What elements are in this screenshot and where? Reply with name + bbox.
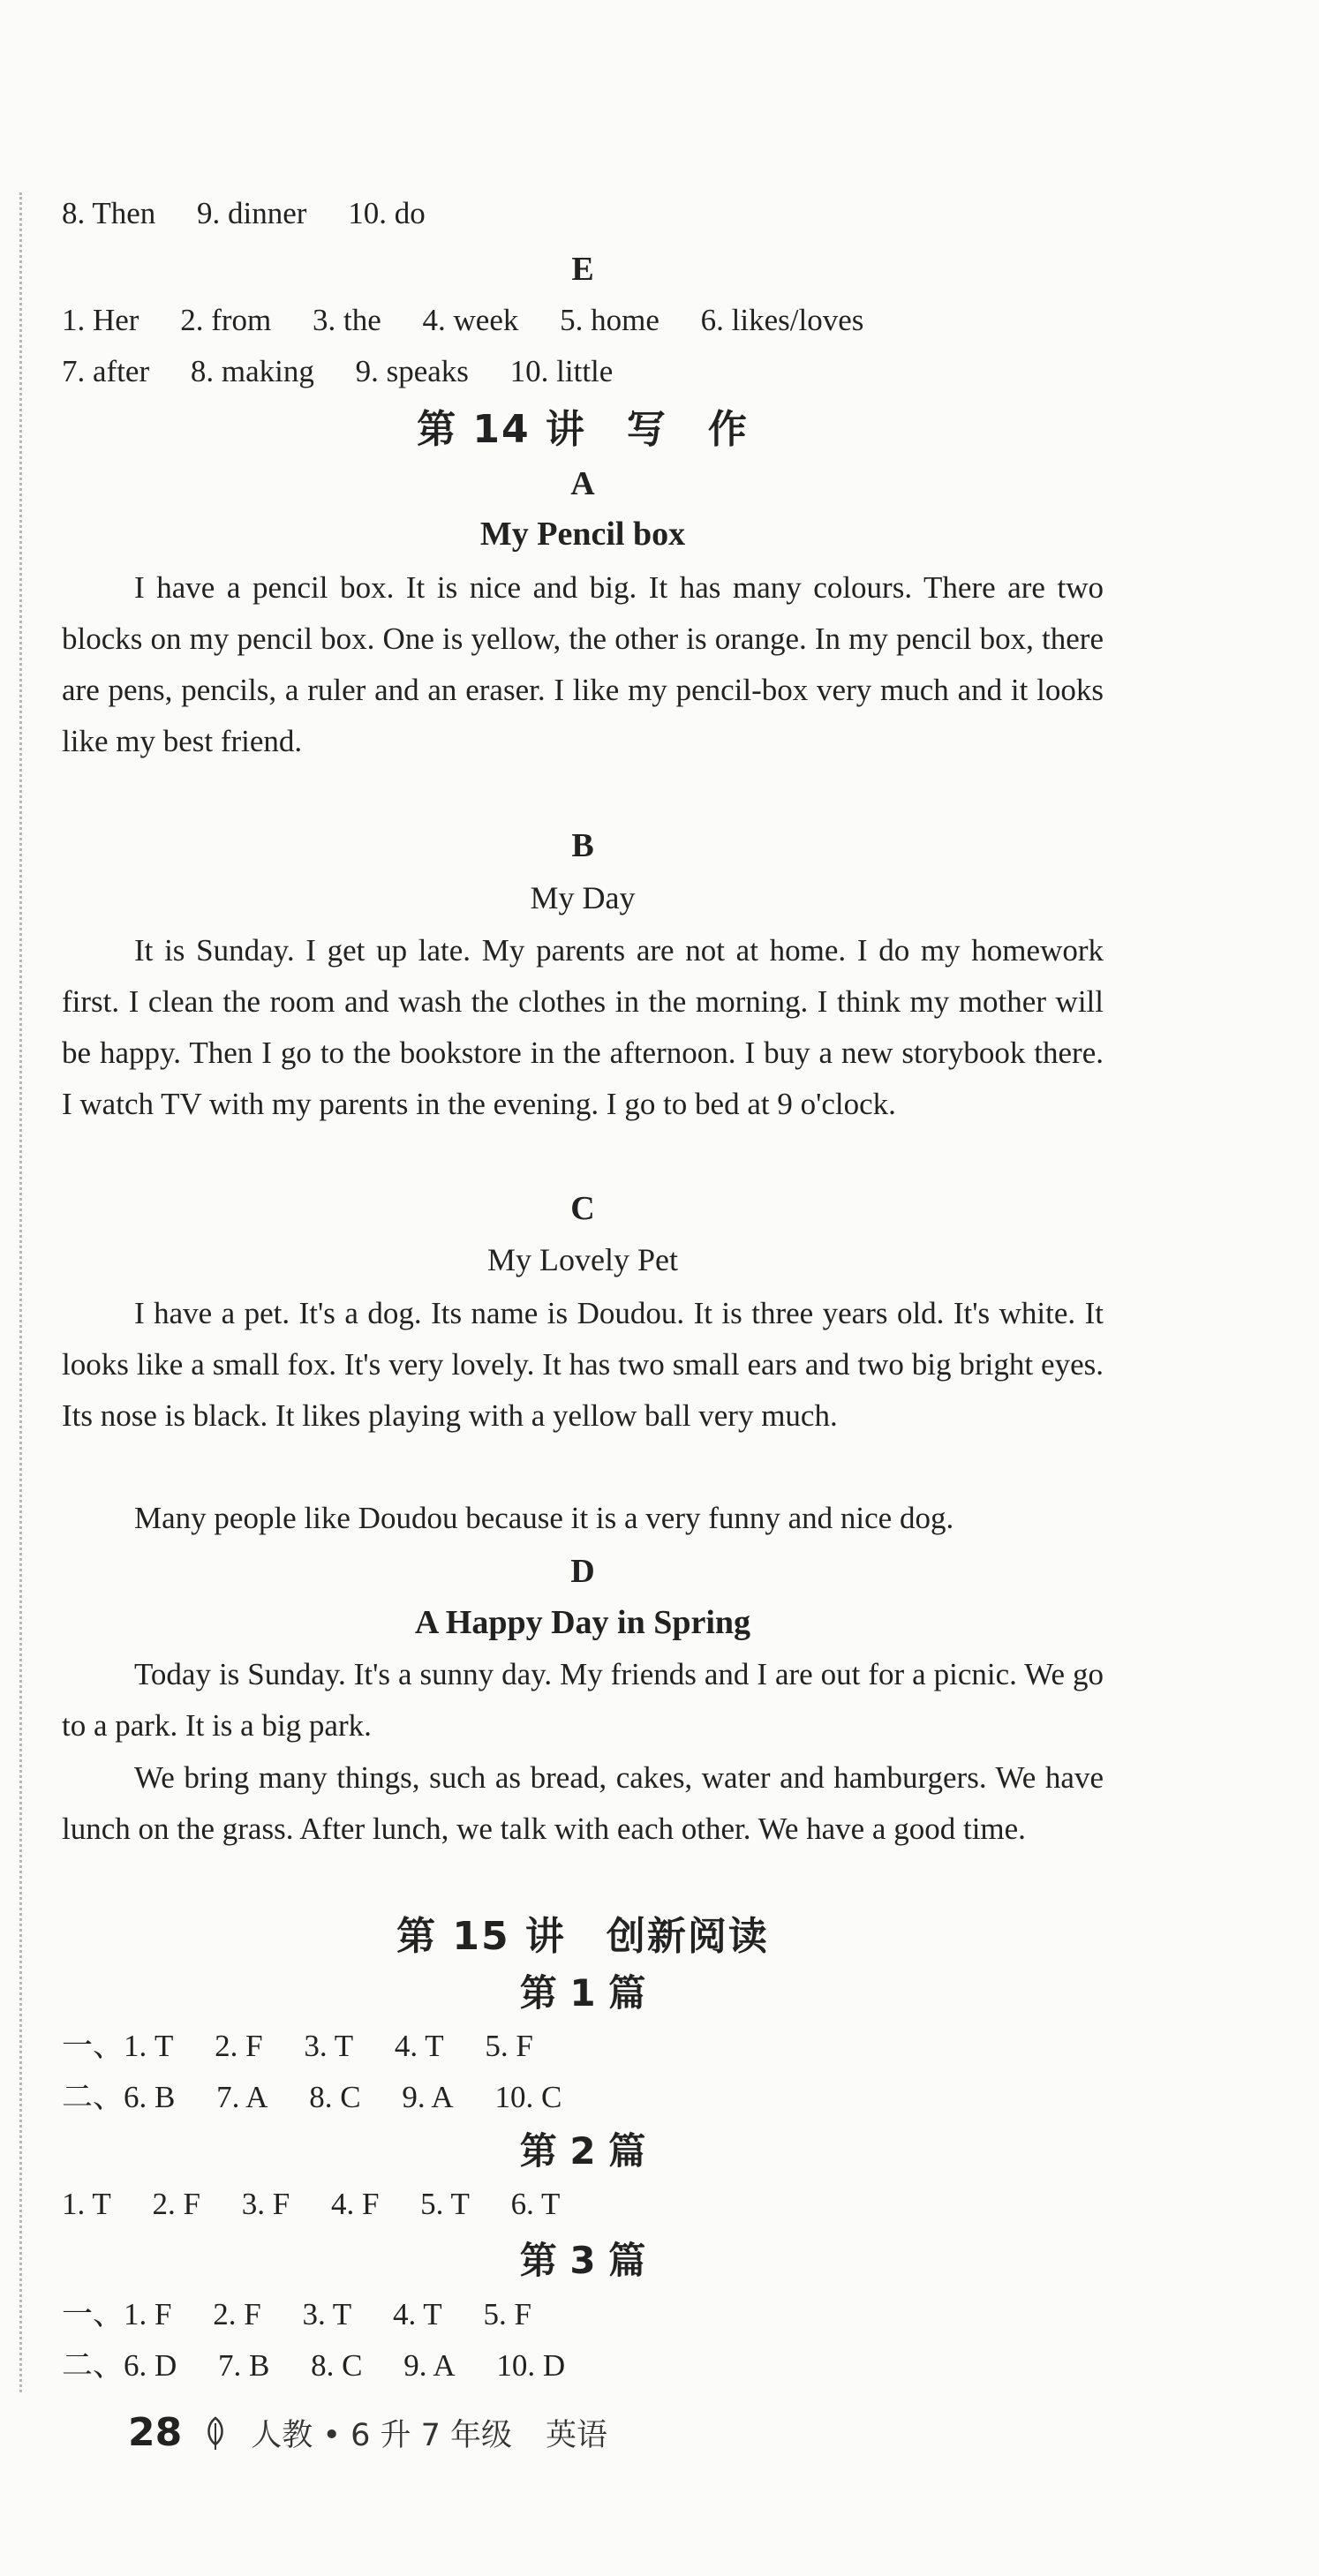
answer-item: 9. dinner [197, 196, 307, 230]
answer-item: 4. T [392, 2297, 442, 2331]
answer-item: 二、6. B [62, 2080, 176, 2114]
answer-item: 3. T [302, 2297, 352, 2331]
answer-item: 3. T [304, 2029, 354, 2063]
essay-a-letter: A [570, 465, 595, 502]
answer-item: 一、1. F [62, 2297, 172, 2331]
answer-item: 2. F [215, 2029, 263, 2063]
essay-c-paragraph-2: Many people like Doudou because it is a very funny and nice dog. [134, 1501, 954, 1535]
essay-b-title: My Day [530, 880, 636, 915]
series-label: 人教 • 6 升 7 年级 [251, 2417, 513, 2453]
answer-item: 10. do [348, 196, 426, 230]
answer-item: 2. F [213, 2297, 261, 2331]
passage-1-row-2 [62, 2080, 595, 2115]
essay-c-paragraph-1: I have a pet. It's a dog. Its name is Doudou. It is three years old. It's white. It looks like a small fox. It's very lovely. It has two small ears and two big bright eyes. Its nose is black. It likes playing with a yellow ball very much. [62, 1296, 1104, 1433]
answer-item: 10. C [494, 2080, 562, 2114]
answer-item: 8. making [190, 354, 314, 388]
answer-item: 5. F [483, 2297, 531, 2331]
answer-item: 3. the [313, 303, 381, 337]
passage-1-title: 第 1 篇 [519, 1971, 646, 2015]
essay-b-paragraph: It is Sunday. I get up late. My parents are not at home. I do my homework first. I clean the room and wash the clothes in the morning. I think my mother will be happy. Then I go to the bookstore in the afternoon. I buy a new storybook there. I watch TV with my parents in the evening. I go to bed at 9 o'clock. [62, 933, 1104, 1121]
answer-item: 3. F [241, 2187, 290, 2221]
lecture-14-title: 第 14 讲 写 作 [417, 407, 749, 452]
answer-item: 5. T [420, 2187, 470, 2221]
answer-item: 1. Her [62, 303, 139, 337]
essay-d-title: A Happy Day in Spring [414, 1604, 751, 1641]
answer-row-top [62, 196, 459, 231]
answer-item: 8. C [311, 2348, 363, 2383]
answer-item: 5. home [560, 303, 660, 337]
answer-item: 4. F [330, 2187, 380, 2221]
answer-item: 二、6. D [62, 2348, 177, 2383]
section-e-row-1 [62, 303, 897, 338]
page-number: 28 [128, 2410, 183, 2455]
section-e-letter: E [571, 251, 594, 288]
essay-a-paragraph: I have a pencil box. It is nice and big. It has many colours. There are two blocks on my pencil box. One is yellow, the other is orange. In my pencil box, there are pens, pencils, a ruler and an eraser. I like my pencil-box very much and it looks like my best friend. [62, 570, 1104, 758]
answer-item: 9. A [402, 2080, 454, 2114]
essay-a-title: My Pencil box [479, 516, 686, 553]
answer-item: 4. T [394, 2029, 444, 2063]
answer-item: 2. F [152, 2187, 200, 2221]
answer-item: 6. likes/loves [700, 303, 864, 337]
answer-item: 7. A [216, 2080, 268, 2114]
essay-d-paragraph-1: Today is Sunday. It's a sunny day. My friends and I are out for a picnic. We go to a park. It is a big park. [62, 1657, 1104, 1743]
lecture-15-title: 第 15 讲 创新阅读 [396, 1914, 769, 1959]
section-e-row-2 [62, 354, 646, 389]
essay-d-paragraph-2: We bring many things, such as bread, cakes, water and hamburgers. We have lunch on the grass. After lunch, we talk with each other. We have a good time. [62, 1760, 1104, 1846]
subject-label: 英语 [546, 2417, 608, 2453]
answer-item: 4. week [422, 303, 519, 337]
page-footer [128, 2410, 607, 2455]
answer-item: 6. T [510, 2187, 561, 2221]
essay-c-title: My Lovely Pet [487, 1242, 678, 1277]
essay-b-letter: B [571, 827, 594, 864]
answer-item: 10. little [509, 354, 614, 388]
answer-item: 7. B [218, 2348, 270, 2383]
passage-3-row-2 [62, 2348, 599, 2384]
passage-2-row-1 [62, 2187, 593, 2222]
answer-item: 8. C [309, 2080, 361, 2114]
passage-3-title: 第 3 篇 [519, 2239, 646, 2282]
answer-item: 7. after [62, 354, 150, 388]
answer-item: 1. T [62, 2187, 111, 2221]
essay-c-letter: C [570, 1190, 595, 1227]
answer-item: 8. Then [62, 196, 156, 230]
passage-2-title: 第 2 篇 [519, 2129, 646, 2173]
passage-1-row-1 [62, 2029, 567, 2064]
answer-item: 2. from [180, 303, 272, 337]
answer-item: 9. speaks [355, 354, 469, 388]
answer-item: 9. A [403, 2348, 456, 2383]
binding-margin-rule [19, 192, 22, 2392]
answer-item: 10. D [496, 2348, 566, 2383]
answer-item: 5. F [485, 2029, 533, 2063]
answer-item: 一、1. T [62, 2029, 174, 2063]
essay-d-letter: D [570, 1553, 595, 1590]
passage-3-row-1 [62, 2297, 565, 2332]
leaf-icon [203, 2414, 228, 2452]
